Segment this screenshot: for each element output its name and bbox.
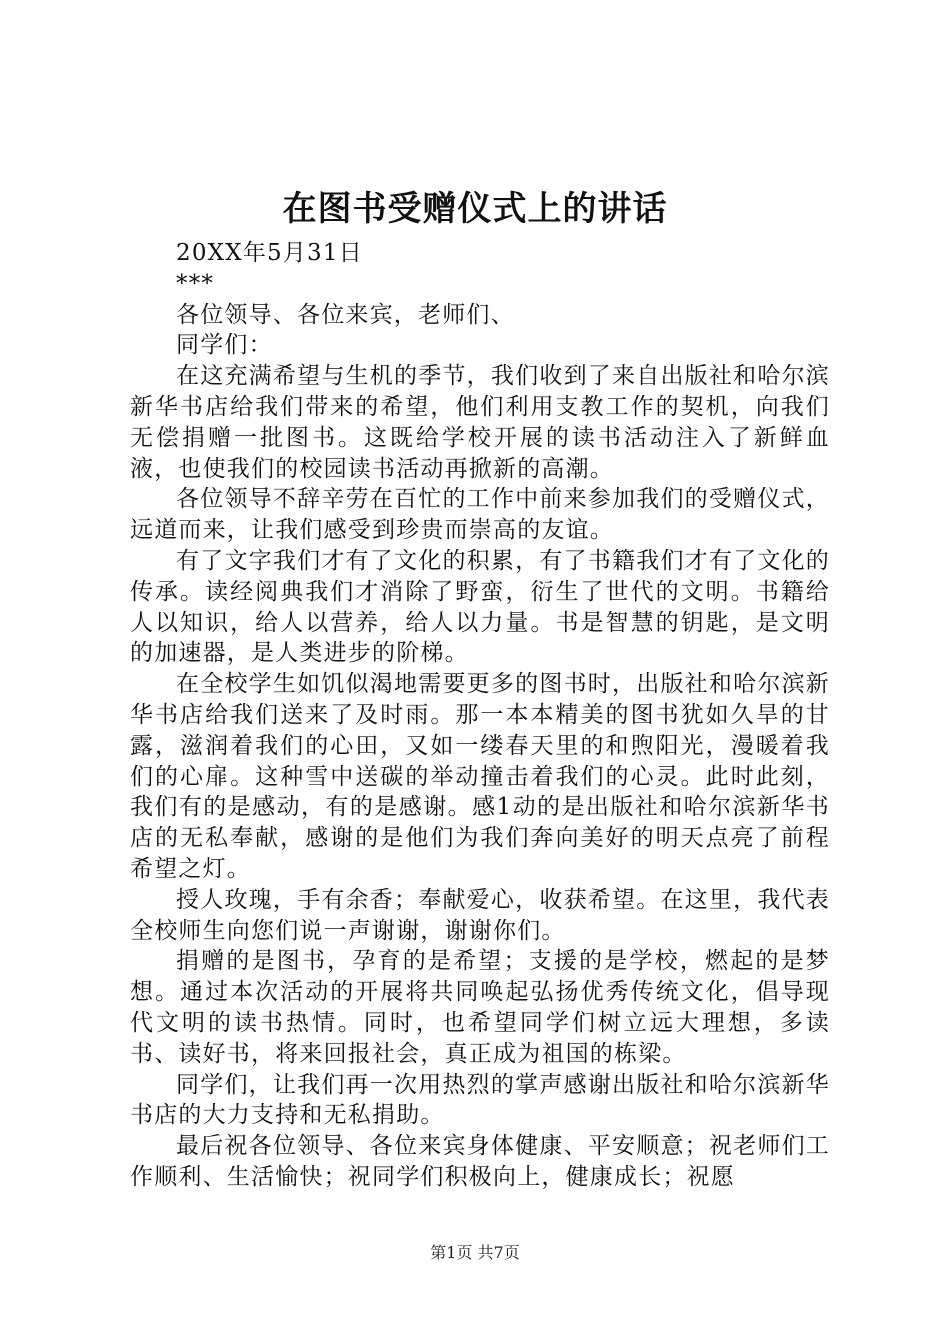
paragraph-1: 在这充满希望与生机的季节，我们收到了来自出版社和哈尔滨新华书店给我们带来的希望，他们利用支教工作的契机，向我们无偿捐赠一批图书。这既给学校开展的读书活动注入了新鲜血液，也使我们的校园读书活动再掀新的高潮。 <box>130 363 830 482</box>
speaker-name: *** <box>176 270 215 297</box>
paragraph-5: 授人玫瑰，手有余香；奉献爱心，收获希望。在这里，我代表全校师生向您们说一声谢谢，谢谢你们。 <box>130 886 830 944</box>
paragraph-6: 捐赠的是图书，孕育的是希望；支援的是学校，燃起的是梦想。通过本次活动的开展将共同唤起弘扬优秀传统文化，倡导现代文明的读书热情。同时，也希望同学们树立远大理想，多读书、读好书，将来回报社会，真正成为祖国的栋梁。 <box>130 948 830 1067</box>
page-number: 第1页 共7页 <box>430 1243 520 1262</box>
paragraph-3: 有了文字我们才有了文化的积累，有了书籍我们才有了文化的传承。读经阅典我们才消除了野蛮，衍生了世代的文明。书籍给人以知识，给人以营养，给人以力量。书是智慧的钥匙，是文明的加速器，是人类进步的阶梯。 <box>130 547 830 667</box>
salutation-line-1: 各位领导、各位来宾，老师们、 <box>176 301 515 328</box>
paragraph-4: 在全校学生如饥似渴地需要更多的图书时，出版社和哈尔滨新华书店给我们送来了及时雨。那一本本精美的图书犹如久旱的甘露，滋润着我们的心田，又如一缕春天里的和煦阳光，漫暖着我们的心扉。这种雪中送碳的举动撞击着我们的心灵。此时此刻，我们有的是感动，有的是感谢。感1动的是出版社和哈尔滨新华书店的无私奉献，感谢的是他们为我们奔向美好的明天点亮了前程希望之灯。 <box>130 671 830 882</box>
document-title: 在图书受赠仪式上的讲话 <box>282 189 668 229</box>
paragraph-7: 同学们，让我们再一次用热烈的掌声感谢出版社和哈尔滨新华书店的大力支持和无私捐助。 <box>130 1071 830 1129</box>
salutation-line-2: 同学们： <box>176 332 273 359</box>
paragraph-8: 最后祝各位领导、各位来宾身体健康、平安顺意；祝老师们工作顺利、生活愉快；祝同学们积极向上，健康成长；祝愿 <box>130 1133 830 1190</box>
paragraph-2: 各位领导不辞辛劳在百忙的工作中前来参加我们的受赠仪式，远道而来，让我们感受到珍贵而崇高的友谊。 <box>130 486 830 544</box>
document-body <box>130 238 830 1193</box>
speech-date: 20XX年5月31日 <box>176 240 363 266</box>
